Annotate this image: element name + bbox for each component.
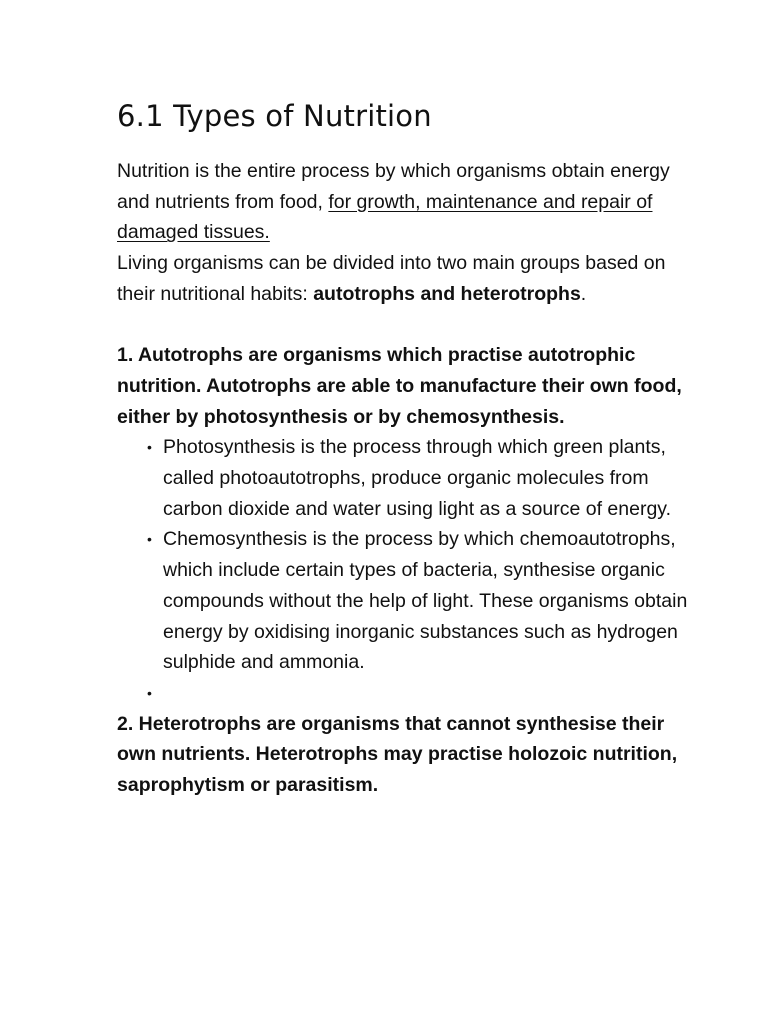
autotrophs-heading-text: 1. Autotrophs are organisms which practise autotrophic nutrition. Autotrophs are able to manufacture their own food, either by photosynthesis or by chemosynthesis. bbox=[117, 344, 682, 428]
spacer bbox=[117, 310, 697, 341]
heterotrophs-heading bbox=[117, 709, 697, 801]
bullet-icon: • bbox=[147, 684, 152, 701]
list-item-text: Chemosynthesis is the process by which chemoautotrophs, which include certain types of bacteria, synthesise organic compounds without the help of light. These organisms obtain energy by oxidising inorganic substances such as hydrogen sulphide and ammonia. bbox=[163, 528, 688, 674]
list-item-empty bbox=[147, 678, 697, 709]
intro-text: Nutrition is the entire process by which organisms obtain energy and nutrients from food, bbox=[117, 160, 670, 213]
page-title: 6.1 Types of Nutrition bbox=[117, 99, 432, 133]
groups-bold-text: autotrophs and heterotrophs bbox=[313, 282, 581, 305]
intro-underlined-text: for growth, maintenance and repair of damaged tissues. bbox=[117, 190, 653, 244]
bullet-icon: • bbox=[147, 531, 152, 548]
bullet-icon: • bbox=[147, 439, 152, 456]
list-item bbox=[147, 524, 697, 678]
intro-paragraph bbox=[117, 156, 697, 248]
autotrophs-heading bbox=[117, 340, 697, 432]
groups-text: Living organisms can be divided into two main groups based on their nutritional habits: bbox=[117, 252, 666, 305]
groups-paragraph bbox=[117, 248, 697, 309]
list-item bbox=[147, 432, 697, 524]
autotrophs-bullet-list bbox=[117, 432, 697, 708]
list-item-text: Photosynthesis is the process through which green plants, called photoautotrophs, produce organic molecules from carbon dioxide and water using light as a source of energy. bbox=[163, 436, 672, 520]
document-page bbox=[117, 96, 697, 801]
groups-end: . bbox=[580, 282, 587, 305]
heterotrophs-heading-text: 2. Heterotrophs are organisms that cannot synthesise their own nutrients. Heterotrophs may practise holozoic nutrition, saprophytism or parasitism. bbox=[117, 712, 678, 797]
